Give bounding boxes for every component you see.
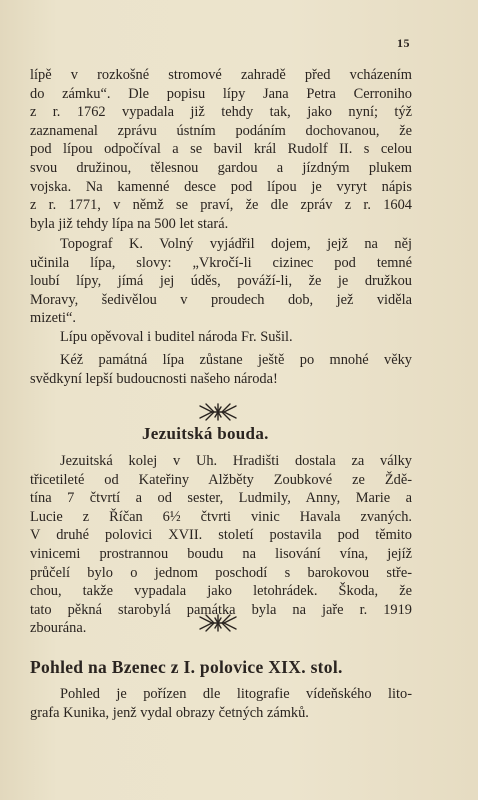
text-line: lípě v rozkošné stromové zahradě před vcházením: [30, 67, 412, 83]
text-line: Topograf K. Volný vyjádřil dojem, jejž na něj: [60, 236, 412, 252]
text-line: grafa Kunika, jenž vydal obrazy četných zámků.: [30, 704, 309, 721]
section1-paragraph3: [30, 328, 412, 347]
ornament-divider-icon: [198, 612, 238, 634]
section-heading-jezuitska-bouda: Jezuitská bouda.: [142, 424, 269, 443]
text-line: třicetileté od Kateřiny Alžběty Zoubkové ze Ždě-: [30, 471, 412, 488]
text-line: z r. 1771, v němž se praví, že dle zpráv z r. 1604: [30, 197, 412, 214]
text-line: učinila lípa, slovy: „Vkročí-li cizinec pod temné: [30, 254, 412, 271]
text-line: byla již tehdy lípa na 500 let stará.: [30, 215, 229, 232]
text-line: Kéž památná lípa zůstane ještě po mnohé věky: [60, 352, 412, 368]
ornament-divider-icon: [198, 401, 238, 423]
text-line: Pohled je pořízen dle litografie vídeňského lito-: [60, 686, 412, 702]
section1-paragraph1: [30, 66, 412, 233]
text-line: pod lípou odpočíval a se bavil král Rudolf II. s celou: [30, 141, 412, 158]
text-line: svou družinou, tělesnou gardou a jízdným plukem: [30, 159, 412, 176]
text-line: svědkyní lepší budoucnosti našeho národa!: [30, 370, 278, 387]
text-line: V druhé polovici XVII. století postavila pod těmito: [30, 527, 412, 544]
text-line: Lípu opěvoval i buditel národa Fr. Sušil.: [60, 329, 293, 345]
text-line: z r. 1762 vypadala již tehdy tak, jako nyní; týž: [30, 104, 412, 121]
text-line: zbourána.: [30, 620, 87, 637]
page-number: 15: [397, 36, 410, 50]
text-line: vinicemi prostrannou boudu na lisování vína, jejíž: [30, 545, 412, 562]
text-line: chou, takže vypadala jako letohrádek. Škoda, že: [30, 583, 412, 600]
section-heading-pohled-na-bzenec: Pohled na Bzenec z I. polovice XIX. stol.: [30, 657, 343, 677]
section3-paragraph: [30, 685, 412, 722]
text-line: Lucie z Říčan 6½ čtvrti vinic Havala zvaných.: [30, 508, 412, 525]
text-line: mizeti“.: [30, 310, 76, 327]
text-line: Moravy, šedivělou v proudech dob, jež viděla: [30, 291, 412, 308]
text-line: do zámku“. Dle popisu lípy Jana Petra Cerroniho: [30, 85, 412, 102]
text-line: Jezuitská kolej v Uh. Hradišti dostala za války: [60, 453, 412, 469]
section1-paragraph4: [30, 351, 412, 388]
text-line: vojska. Na kamenné desce pod lípou je vyryt nápis: [30, 178, 412, 195]
text-line: tína 7 čtvrtí a od sester, Ludmily, Anny, Marie a: [30, 490, 412, 507]
section2-paragraph: [30, 452, 412, 638]
text-line: průčelí bylo o jednom poschodí s barokovou stře-: [30, 564, 412, 581]
section1-paragraph2: [30, 235, 412, 328]
text-line: tato pěkná starobylá památka byla na jaře r. 1919: [30, 601, 412, 618]
text-line: zaznamenal zprávu ústním podáním dochovanou, že: [30, 122, 412, 139]
text-line: loubí lípy, jímá jej úděs, pováží-li, že je družkou: [30, 273, 412, 290]
